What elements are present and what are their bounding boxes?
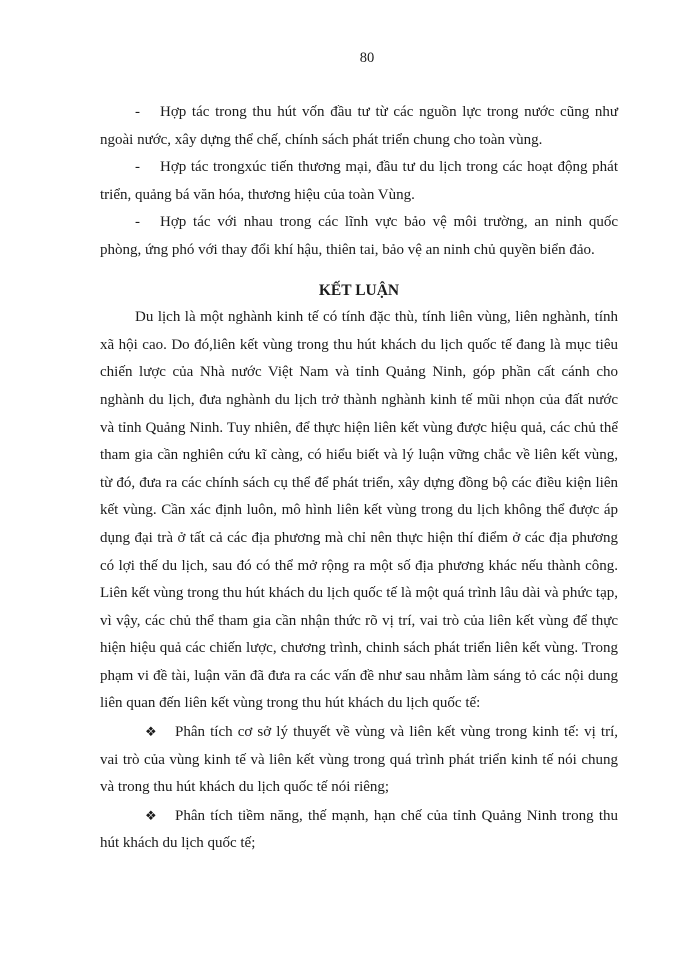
list-item-text: Hợp tác với nhau trong các lĩnh vực bảo vệ môi trường, an ninh quốc phòng, ứng phó với thay đổi khí hậu, thiên tai, bảo vệ an ninh chủ quyền biển đảo.	[100, 214, 618, 258]
dash-marker: -	[135, 214, 140, 231]
section-heading: KẾT LUẬN	[318, 281, 400, 299]
list-item-text: Hợp tác trong thu hút vốn đầu tư từ các nguồn lực trong nước cũng như ngoài nước, xây dựng thể chế, chính sách phát triển chung cho toàn vùng.	[100, 104, 618, 148]
page-content	[100, 99, 618, 858]
list-item	[100, 154, 618, 209]
list-item	[100, 209, 618, 264]
list-item	[100, 99, 618, 154]
diamond-bullet-icon: ❖	[145, 724, 157, 740]
list-item	[100, 718, 618, 802]
list-item	[100, 802, 618, 858]
page-number: 80	[359, 50, 375, 66]
list-item-text: Phân tích cơ sở lý thuyết về vùng và liên kết vùng trong kinh tế: vị trí, vai trò của vùng kinh tế và liên kết vùng trong quá trình phát triển kinh tế nói chung và trong thu hút khách du lịch quốc tế nói riêng;	[100, 724, 618, 796]
list-item-text: Hợp tác trongxúc tiến thương mại, đầu tư du lịch trong các hoạt động phát triển, quảng bá văn hóa, thương hiệu của toàn Vùng.	[100, 159, 618, 203]
dash-marker: -	[135, 104, 140, 120]
list-item-text: Phân tích tiềm năng, thế mạnh, hạn chế của tỉnh Quảng Ninh trong thu hút khách du lịch quốc tế;	[100, 807, 618, 852]
diamond-bullet-icon: ❖	[145, 807, 157, 823]
dash-marker: -	[135, 159, 140, 176]
conclusion-paragraph: Du lịch là một nghành kinh tế có tính đặc thù, tính liên vùng, liên nghành, tính xã hội cao. Do đó,liên kết vùng trong thu hút khách du lịch quốc tế đang là mục tiêu chiến lược của Nhà nước Việt Nam và tỉnh Quảng Ninh, góp phần cất cánh cho nghành du lịch, đưa nghành du lịch trở thành nghành kinh tế mũi nhọn của đất nước và tỉnh Quảng Ninh. Tuy nhiên, để thực hiện liên kết vùng được hiệu quả, các chủ thể tham gia cần nghiên cứu kĩ càng, có hiểu biết và lý luận vững chắc về liên kết vùng, từ đó, đưa ra các chính sách cụ thể để phát triển, xây dựng đồng bộ các điều kiện liên kết vùng. Cần xác định luôn, mô hình liên kết vùng trong du lịch không thể được áp dụng đại trà ở tất cả các địa phương mà chỉ nên thực hiện thí điểm ở các địa phương có lợi thế du lịch, sau đó có thể mở rộng ra một số địa phương khác nếu thành công. Liên kết vùng trong thu hút khách du lịch quốc tế là một quá trình lâu dài và phức tạp, vì vậy, các chủ thể tham gia cần nhận thức rõ vị trí, vai trò của liên kết vùng để thực hiện hiệu quả các chiến lược, chương trình, chinh sách phát triển liên kết vùng. Trong phạm vi đề tài, luận văn đã đưa ra các vấn đề như sau nhằm làm sáng tỏ các nội dung liên quan đến liên kết vùng trong thu hút khách du lịch quốc tế:	[100, 309, 618, 712]
